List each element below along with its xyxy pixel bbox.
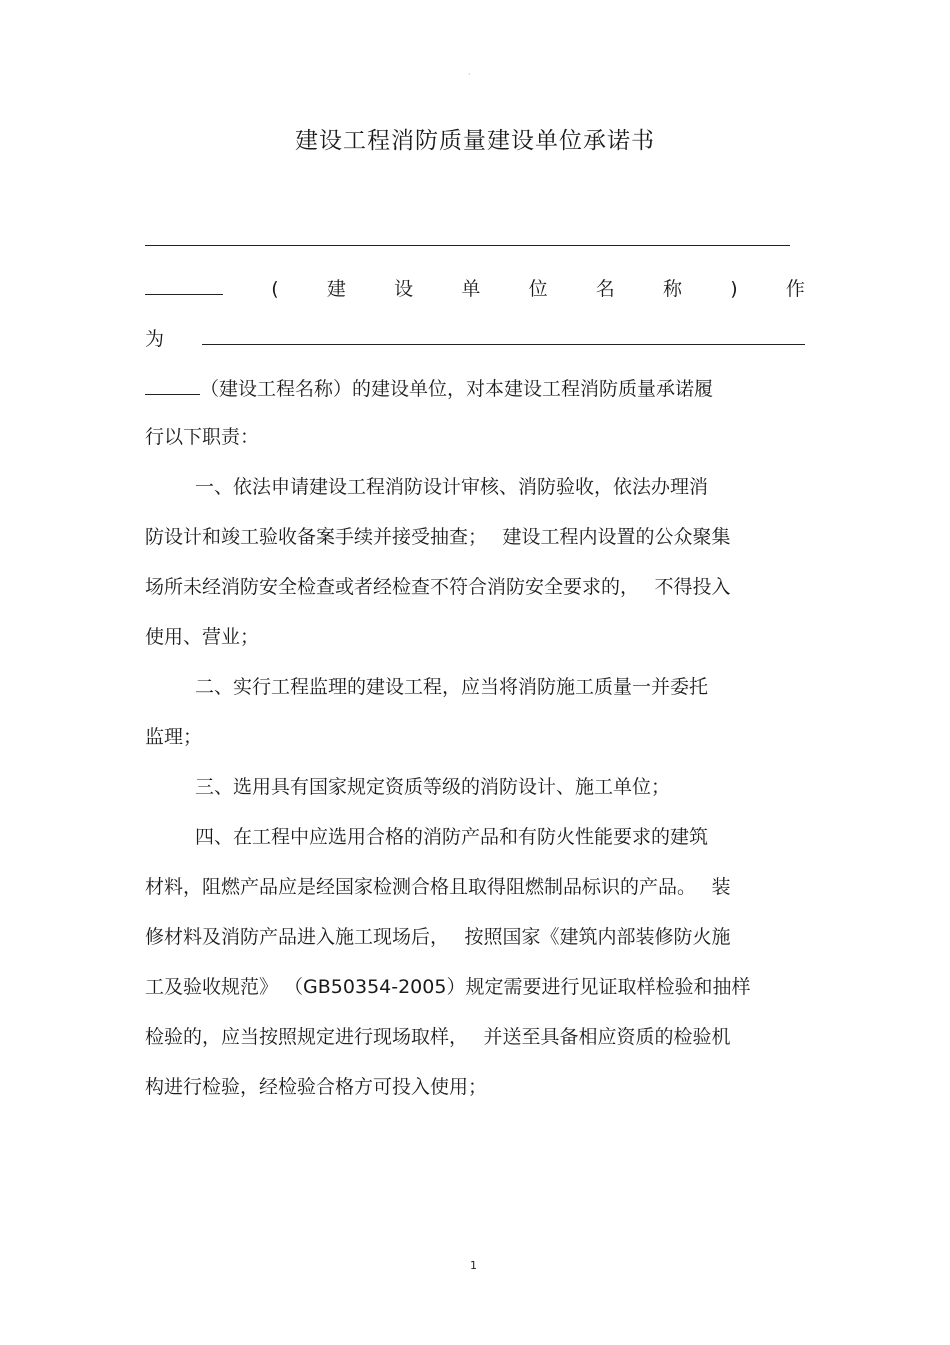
intro-line-2 [145,322,805,351]
intro-line-4: 行以下职责： [145,426,260,448]
body-line: 使用、营业； [145,626,260,648]
body-line: 三、选用具有国家规定资质等级的消防设计、施工单位； [195,776,671,798]
body-line: 检验的，应当按照规定进行现场取样， 并送至具备相应资质的检验机 [145,1026,731,1048]
intro-char: 单 [461,278,481,300]
body-line: 二、实行工程监理的建设工程，应当将消防施工质量一并委托 [195,676,709,698]
body-line: 监理； [145,726,203,748]
intro-line-3-text: （建设工程名称）的建设单位，对本建设工程消防质量承诺履 [200,378,714,400]
page-number: 1 [470,1259,477,1272]
body-line: 一、依法申请建设工程消防设计审核、消防验收，依法办理消 [195,476,709,498]
intro-char: ( [271,278,279,300]
intro-char: 作 [785,278,805,300]
body-line: 工及验收规范》 （GB50354-2005）规定需要进行见证取样检验和抽样 [145,976,751,998]
intro-char: 建 [326,278,346,300]
body-line: 构进行检验，经检验合格方可投入使用； [145,1076,488,1098]
intro-char: 称 [663,278,683,300]
body-line: 材料，阻燃产品应是经国家检测合格且取得阻燃制品标识的产品。 装 [145,876,731,898]
intro-wei: 为 [145,328,165,350]
body-line: 防设计和竣工验收备案手续并接受抽查； 建设工程内设置的公众聚集 [145,526,731,548]
top-blank-line [145,245,790,246]
header-mark: · [468,70,471,79]
short-blank [145,372,200,395]
intro-line-3 [145,372,713,401]
document-title: 建设工程消防质量建设单位承诺书 [295,128,655,154]
body-line: 修材料及消防产品进入施工现场后， 按照国家《建筑内部装修防火施 [145,926,731,948]
body-line: 场所未经消防安全检查或者经检查不符合消防安全要求的， 不得投入 [145,576,731,598]
intro-char: ) [730,278,738,300]
intro-char: 位 [528,278,548,300]
intro-line-1 [145,272,805,301]
intro-char: 名 [595,278,615,300]
body-line: 四、在工程中应选用合格的消防产品和有防火性能要求的建筑 [195,826,709,848]
intro-char: 设 [394,278,414,300]
project-name-blank [202,322,805,345]
unit-name-blank [145,272,223,295]
